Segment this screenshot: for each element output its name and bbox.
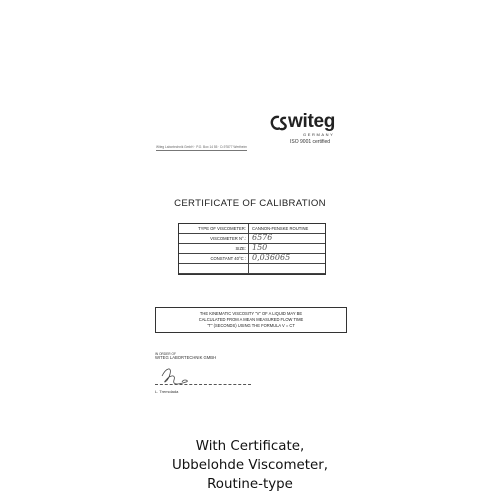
product-caption <box>0 437 500 494</box>
row-value-handwritten: 150 <box>252 243 268 252</box>
row-value-handwritten: 0,036065 <box>252 253 291 262</box>
row-value: CANNON-FENSKE ROUTINE <box>252 226 309 231</box>
logo-submark: GERMANY <box>303 132 335 137</box>
row-label: CONSTANT 40°C : <box>179 254 249 264</box>
row-label: VISCOMETER N°.: <box>179 234 249 244</box>
iso-certification: ISO 9001 certified <box>290 139 331 145</box>
row-label: SIZE: <box>179 244 249 254</box>
witeg-logo-icon <box>270 114 290 132</box>
order-company: WITEG LABORTECHNIK GMBH <box>155 355 217 360</box>
table-row-constant <box>179 254 325 264</box>
formula-line: THE KINEMATIC VISCOSITY "V" OF A LIQUID MAY BE <box>199 311 303 316</box>
signature-line <box>155 384 251 385</box>
caption-line: Ubbelohde Viscometer, <box>171 458 329 473</box>
certificate-title: CERTIFICATE OF CALIBRATION <box>174 198 326 209</box>
caption-line: Routine-type <box>207 477 293 492</box>
logo-wordmark: witeg <box>288 111 336 132</box>
order-label: IN ORDER OF <box>155 352 176 356</box>
witeg-logo <box>270 112 350 146</box>
formula-line: CALCULATED FROM A MEAN MEASURED FLOW TIME <box>198 317 304 322</box>
formula-box <box>155 307 347 333</box>
table-row-blank <box>179 264 325 274</box>
calibration-table <box>178 223 326 275</box>
row-value-handwritten: 6576 <box>252 233 273 242</box>
order-block <box>155 352 216 360</box>
company-address: Witeg Labortechnik GmbH · P.O. Box 14 55 · D-97877 Wertheim <box>156 145 247 149</box>
row-label <box>179 264 249 274</box>
signer-name: L. Tremolada <box>155 389 179 394</box>
caption-line: With Certificate, <box>195 439 305 454</box>
row-label: TYPE OF VISCOMETER: <box>179 224 249 234</box>
formula-line: "T" (SECONDS) USING THE FORMULA V = CT <box>207 323 295 328</box>
